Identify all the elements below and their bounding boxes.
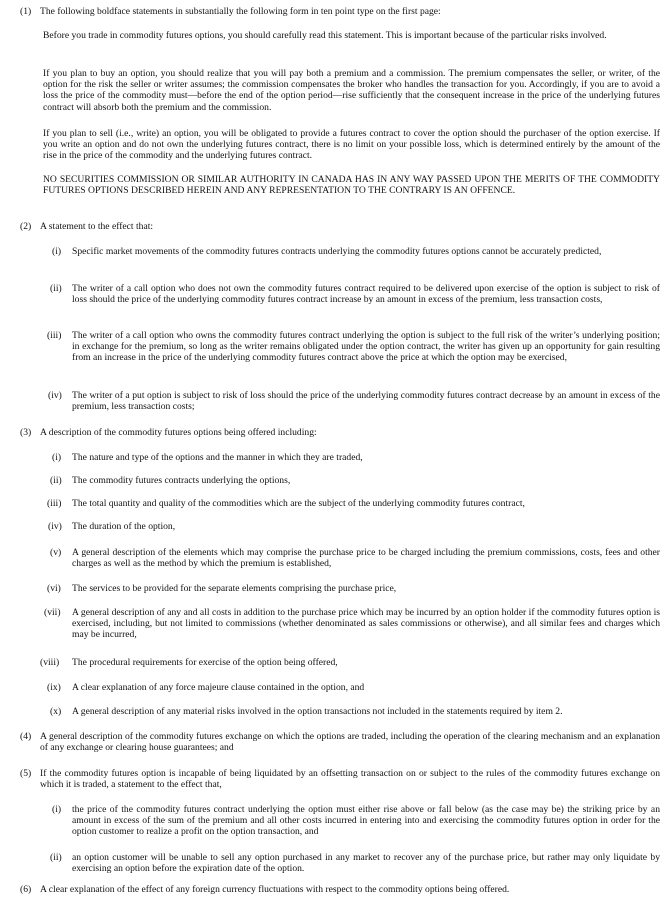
subitem-number: (ii) (50, 475, 62, 486)
item-2-sub-iii: The writer of a call option who owns the commodity futures contract underlying the option is subject to the full risk of the writer’s underlying position; in exchange for the premium, so long as the writer remains obligated under the option contract, the writer has given up an opportunity for gain resulting from an increase in the price of the underlying commodity futures contract above the price at which the option may be exercised, (72, 330, 660, 364)
item-3-sub-viii: The procedural requirements for exercise of the option being offered, (72, 657, 338, 668)
item-number: (4) (20, 731, 32, 742)
subitem-number: (i) (52, 246, 62, 257)
item-3-sub-vi: The services to be provided for the separate elements comprising the purchase price, (72, 583, 397, 594)
item-1-text: The following boldface statements in substantially the following form in ten point type on the first page: (40, 6, 441, 17)
subitem-number: (ii) (50, 283, 62, 294)
subitem-number: (ix) (47, 682, 61, 693)
subitem-number: (iv) (48, 521, 62, 532)
subitem-number: (i) (52, 452, 62, 463)
item-3-sub-x: A general description of any material risks involved in the option transactions not included in the statements required by item 2. (72, 706, 563, 717)
item-6-text: A clear explanation of the effect of any foreign currency fluctuations with respect to the commodity options being offered. (40, 884, 510, 895)
subitem-number: (v) (50, 547, 62, 558)
item-3-sub-vii: A general description of any and all costs in addition to the purchase price which may be incurred by an option holder if the commodity futures option is exercised, including, but not limited to commissions (whether denominated as sales commissions or otherwise), and all similar fees and charges which may be incurred, (72, 607, 660, 641)
item-5-text: If the commodity futures option is incapable of being liquidated by an offsetting transaction on or subject to the rules of the commodity futures exchange on which it is traded, a statement to the effect that, (40, 768, 660, 791)
item-2-sub-i: Specific market movements of the commodity futures contracts underlying the commodity futures options cannot be accurately predicted, (72, 246, 602, 257)
item-3-sub-iv: The duration of the option, (72, 521, 176, 532)
item-3-text: A description of the commodity futures options being offered including: (40, 427, 317, 438)
item-number: (3) (20, 427, 32, 438)
item-1-para-2: If you plan to buy an option, you should realize that you will pay both a premium and a commission. The premium compensates the seller, or writer, of the option for the risk the seller or writer assumes; the commission compensates the broker who handles the transaction for you. Accordingly, if you are to avoid a loss the price of the commodity must—before the end of the option period—rise sufficiently that the consequent increase in the price of the underlying futures contract will absorb both the premium and the commission. (43, 68, 660, 113)
item-1-para-1: Before you trade in commodity futures options, you should carefully read this statement. This is important because of the particular risks involved. (43, 30, 607, 41)
subitem-number: (x) (50, 706, 62, 717)
item-2-text: A statement to the effect that: (40, 221, 154, 232)
subitem-number: (i) (52, 804, 62, 815)
item-1-para-3: If you plan to sell (i.e., write) an option, you will be obligated to provide a futures contract to cover the option should the purchaser of the option exercise. If you write an option and do not own the underlying futures contract, there is no limit on your possible loss, which is determined entirely by the amount of the rise in the price of the commodity and the underlying futures contract. (43, 128, 660, 162)
item-number: (5) (20, 768, 32, 779)
item-3-sub-ii: The commodity futures contracts underlying the options, (72, 475, 291, 486)
subitem-number: (iii) (47, 330, 62, 341)
item-number: (2) (20, 221, 32, 232)
subitem-number: (iv) (48, 390, 62, 401)
item-3-sub-v: A general description of the elements which may comprise the purchase price to be charged including the premium commissions, costs, fees and other charges as well as the method by which the premium is established, (72, 547, 660, 570)
subitem-number: (iii) (47, 498, 62, 509)
item-3-sub-i: The nature and type of the options and the manner in which they are traded, (72, 452, 363, 463)
subitem-number: (vii) (44, 607, 61, 618)
subitem-number: (vi) (47, 583, 61, 594)
subitem-number: (ii) (50, 852, 62, 863)
item-1-para-4: NO SECURITIES COMMISSION OR SIMILAR AUTHORITY IN CANADA HAS IN ANY WAY PASSED UPON THE MERITS OF THE COMMODITY FUTURES OPTIONS DESCRIBED HEREIN AND ANY REPRESENTATION TO THE CONTRARY IS AN OFFENCE. (43, 174, 660, 197)
item-3-sub-iii: The total quantity and quality of the commodities which are the subject of the underlying commodity futures contract, (72, 498, 525, 509)
item-5-sub-i: the price of the commodity futures contract underlying the option must either rise above or fall below (as the case may be) the striking price by an amount in excess of the sum of the premium and all other costs incurred in entering into and exercising the commodity futures option in order for the option customer to realize a profit on the option transaction, and (72, 804, 660, 838)
item-2-sub-iv: The writer of a put option is subject to risk of loss should the price of the underlying commodity futures contract decrease by an amount in excess of the premium, less transaction costs; (72, 390, 660, 413)
item-3-sub-ix: A clear explanation of any force majeure clause contained in the option, and (72, 682, 365, 693)
item-number: (6) (20, 884, 32, 895)
subitem-number: (viii) (40, 657, 60, 668)
item-5-sub-ii: an option customer will be unable to sell any option purchased in any market to recover any of the purchase price, but rather may only liquidate by exercising an option before the expiration date of the option. (72, 852, 660, 875)
item-2-sub-ii: The writer of a call option who does not own the commodity futures contract required to be delivered upon exercise of the option is subject to risk of loss should the price of the underlying commodity futures contract increase by an amount in excess of the premium, less transaction costs, (72, 283, 660, 306)
item-number: (1) (20, 6, 32, 17)
item-4-text: A general description of the commodity futures exchange on which the options are traded, including the operation of the clearing mechanism and an explanation of any exchange or clearing house guarantees; and (40, 731, 660, 754)
